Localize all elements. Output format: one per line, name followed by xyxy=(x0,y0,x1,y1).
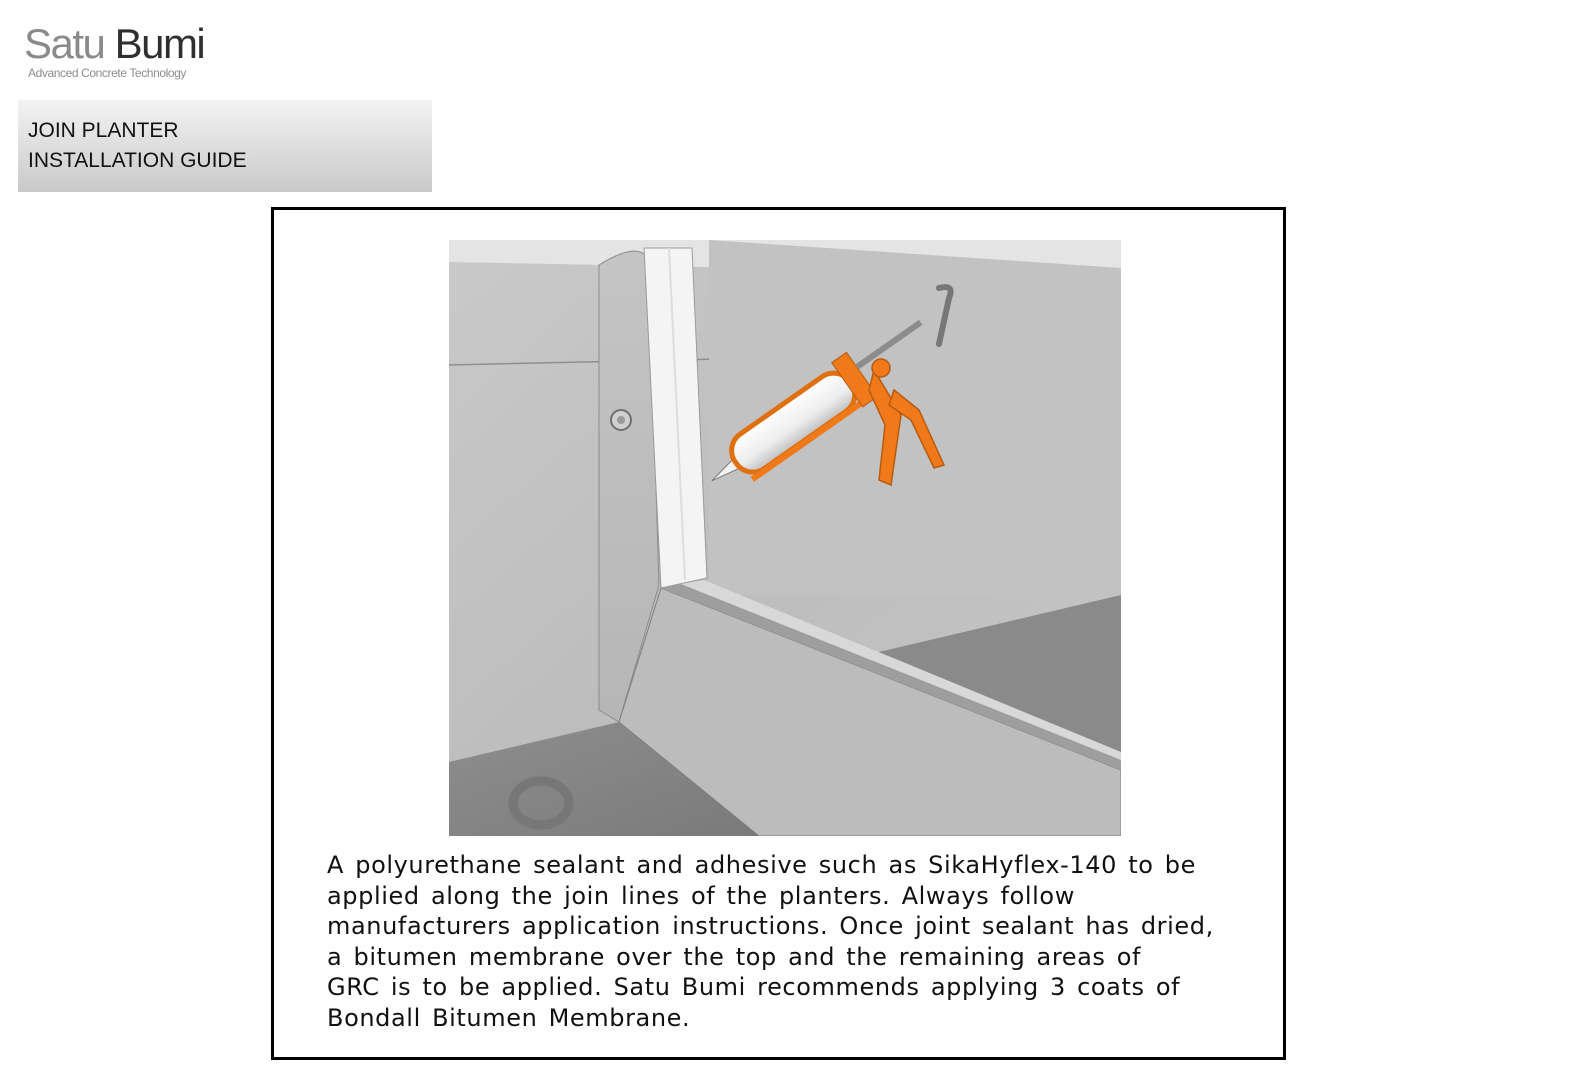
title-line-2: INSTALLATION GUIDE xyxy=(28,149,247,172)
instructions-text xyxy=(327,850,1239,1033)
document-title xyxy=(18,100,432,192)
illustration-svg xyxy=(449,240,1121,836)
instruction-line: A polyurethane sealant and adhesive such as SikaHyflex-140 to be xyxy=(327,851,1196,879)
instruction-line: Bondall Bitumen Membrane. xyxy=(327,1003,691,1032)
logo-word-satu: Satu xyxy=(24,20,105,67)
instruction-line: a bitumen membrane over the top and the remaining areas of xyxy=(327,942,1142,971)
instruction-line: GRC is to be applied. Satu Bumi recommends applying 3 coats of xyxy=(327,973,1181,1001)
title-line-1: JOIN PLANTER xyxy=(28,119,179,142)
company-logo xyxy=(24,20,224,82)
instruction-line: applied along the join lines of the planters. Always follow xyxy=(327,881,1075,910)
logo-wordmark xyxy=(24,20,204,68)
instruction-line: manufacturers application instructions. Once joint sealant has dried, xyxy=(327,912,1214,940)
sealant-application-illustration xyxy=(449,240,1121,836)
logo-tagline: Advanced Concrete Technology xyxy=(28,66,187,80)
logo-word-bumi: Bumi xyxy=(114,20,205,67)
